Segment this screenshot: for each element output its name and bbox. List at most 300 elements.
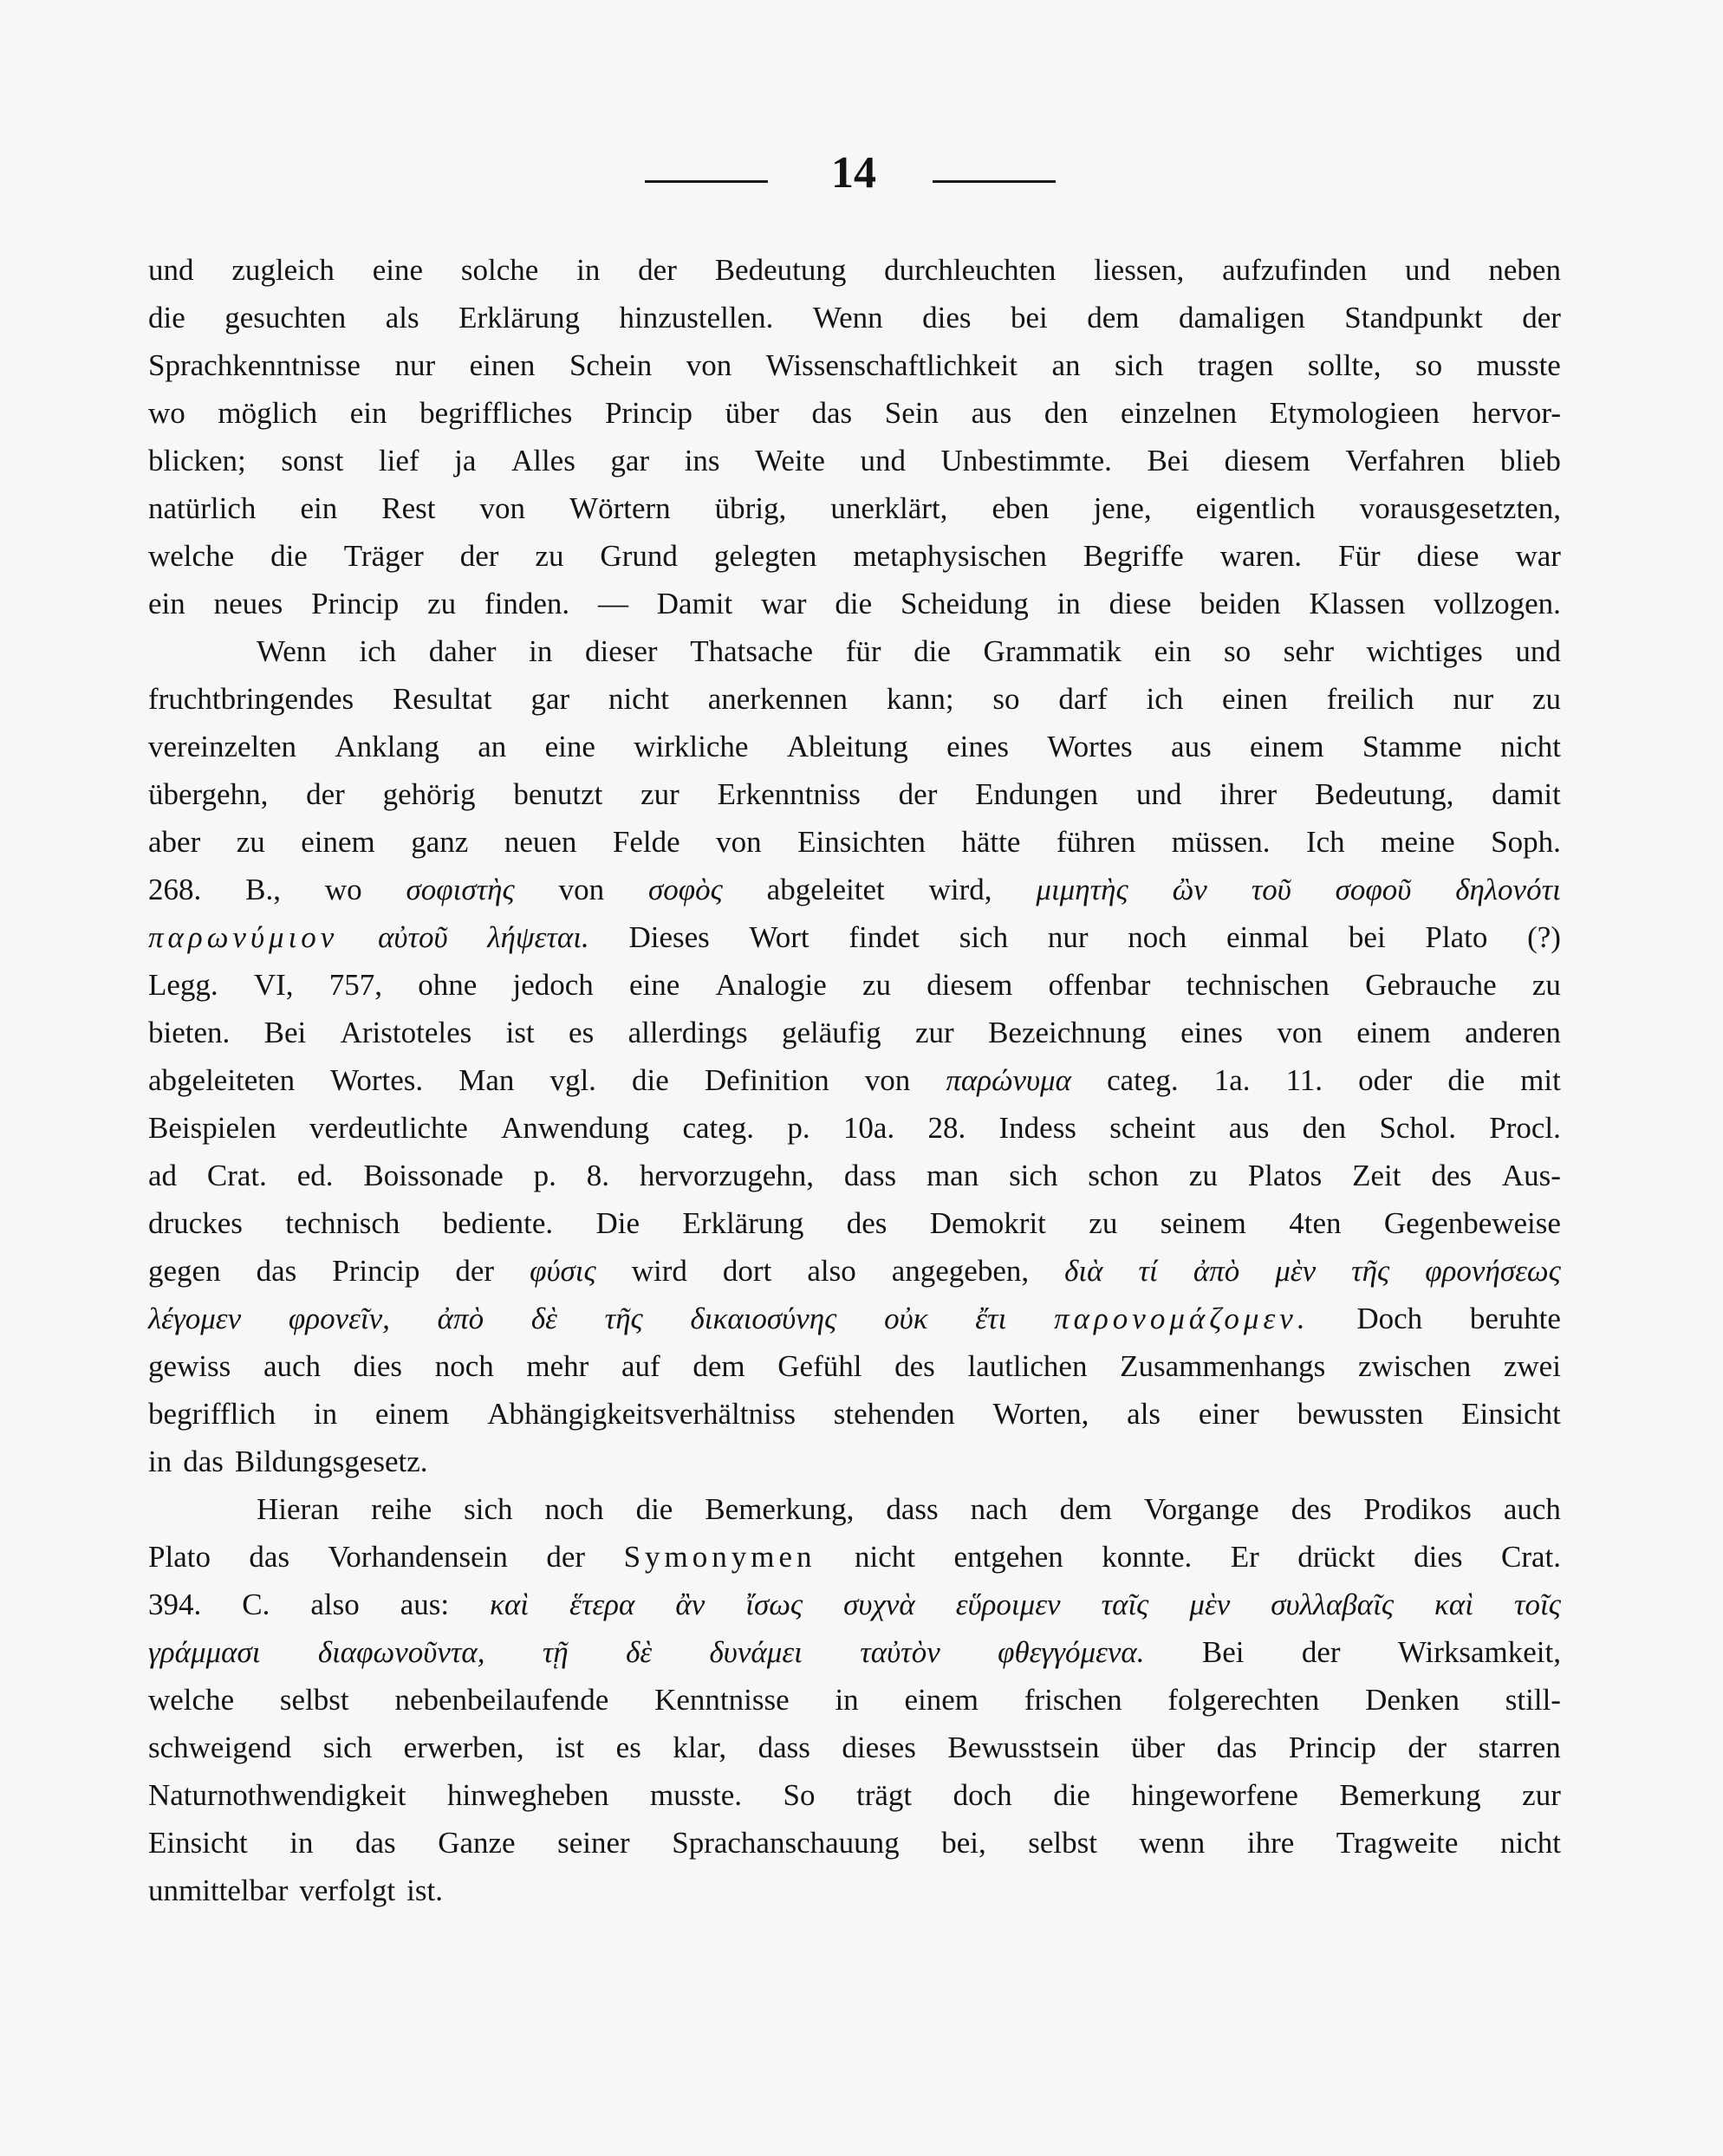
- word: ihre: [1246, 1826, 1295, 1860]
- word: müssen.: [1171, 825, 1271, 859]
- word: Aristoteles: [340, 1016, 472, 1049]
- greek-word: μιμητὴς: [1036, 873, 1128, 906]
- word: Denken: [1365, 1683, 1460, 1717]
- word: Wort: [749, 920, 809, 954]
- word: in: [1057, 587, 1081, 620]
- word: 268.: [148, 873, 202, 906]
- word: nebenbeilaufende: [394, 1683, 609, 1717]
- word: sich: [959, 920, 1009, 954]
- word: in: [576, 253, 601, 287]
- word: auf: [621, 1349, 660, 1383]
- word: zwei: [1503, 1349, 1561, 1383]
- word: Aus-: [1501, 1159, 1561, 1192]
- body-text: [148, 246, 1561, 1914]
- word: starren: [1478, 1731, 1561, 1764]
- word: übrig,: [714, 491, 787, 525]
- word: des: [1291, 1492, 1332, 1526]
- word: benutzt: [513, 777, 603, 811]
- word: nicht: [1499, 730, 1561, 763]
- word: angegeben,: [891, 1254, 1030, 1288]
- text-line: [148, 1819, 1561, 1867]
- word: über: [1130, 1731, 1186, 1764]
- word: blicken;: [148, 444, 246, 477]
- word: ad: [148, 1159, 178, 1192]
- word: Bildungsgesetz.: [234, 1445, 428, 1478]
- word: Princip: [332, 1254, 420, 1288]
- word: entgehen: [953, 1540, 1063, 1574]
- word: ein: [300, 491, 338, 525]
- word: aus: [1171, 730, 1212, 763]
- word: hingeworfene: [1131, 1778, 1298, 1812]
- word: so: [992, 682, 1020, 716]
- word: Begriffe: [1083, 539, 1184, 573]
- word: seinem: [1160, 1206, 1246, 1240]
- word: Erklärung: [682, 1206, 804, 1240]
- word: zur: [640, 777, 679, 811]
- word: Bemerkung: [1339, 1778, 1481, 1812]
- word: noch: [544, 1492, 604, 1526]
- word: selbst: [279, 1683, 349, 1717]
- word: 4ten: [1289, 1206, 1342, 1240]
- word: begriffliches: [419, 396, 573, 430]
- word: der: [459, 539, 499, 573]
- word: Princip: [604, 396, 693, 430]
- word: hervor-: [1472, 396, 1561, 430]
- text-line: [148, 1056, 1561, 1104]
- word: dass: [886, 1492, 939, 1526]
- word: Sprachkenntnisse: [148, 348, 361, 382]
- word: zu: [236, 825, 265, 859]
- greek-word: παρονομάζομεν.: [1054, 1302, 1310, 1335]
- word: lief: [378, 444, 419, 477]
- word: die: [835, 587, 873, 620]
- word: diesem: [927, 968, 1013, 1002]
- word: tragen: [1197, 348, 1274, 382]
- word: C.: [242, 1588, 270, 1621]
- word: bewussten: [1297, 1397, 1424, 1431]
- word: 757,: [328, 968, 383, 1002]
- word: Indess: [998, 1111, 1076, 1145]
- word: solche: [460, 253, 539, 287]
- word: Er: [1230, 1540, 1259, 1574]
- text-line: [148, 1867, 1561, 1914]
- word: Wortes.: [330, 1063, 424, 1097]
- greek-word: συλλαβαῖς: [1271, 1588, 1395, 1621]
- word: technisch: [285, 1206, 400, 1240]
- word: die: [270, 539, 308, 573]
- word: 394.: [148, 1588, 202, 1621]
- word: dem: [1087, 301, 1140, 334]
- word: Bei: [263, 1016, 307, 1049]
- word: Gefühl: [777, 1349, 862, 1383]
- greek-word: καὶ: [490, 1588, 530, 1621]
- word: in: [313, 1397, 338, 1431]
- word: ganz: [411, 825, 469, 859]
- word: 11.: [1285, 1063, 1323, 1097]
- word: Wissenschaftlichkeit: [765, 348, 1018, 382]
- word: mit: [1520, 1063, 1561, 1097]
- word: aus:: [400, 1588, 450, 1621]
- text-line: [148, 1009, 1561, 1056]
- word: offenbar: [1048, 968, 1151, 1002]
- word: ich: [359, 634, 397, 668]
- word: Wirksamkeit,: [1397, 1635, 1561, 1669]
- word: einen: [469, 348, 536, 382]
- word: Naturnothwendigkeit: [148, 1778, 406, 1812]
- word: von: [686, 348, 732, 382]
- greek-word: παρώνυμα: [946, 1063, 1071, 1097]
- word: die: [914, 634, 951, 668]
- word: für: [845, 634, 881, 668]
- word: Einsicht: [1461, 1397, 1561, 1431]
- word: findet: [848, 920, 920, 954]
- word: nur: [1453, 682, 1494, 716]
- word: dem: [1059, 1492, 1112, 1526]
- word: So: [783, 1778, 816, 1812]
- word: Princip: [311, 587, 400, 620]
- word: hinzustellen.: [619, 301, 774, 334]
- word: finden.: [484, 587, 570, 620]
- word: das: [355, 1826, 396, 1860]
- word: Die: [595, 1206, 640, 1240]
- word: reihe: [371, 1492, 432, 1526]
- word: zu: [1188, 1159, 1218, 1192]
- word: 10a.: [842, 1111, 895, 1145]
- word: führen: [1056, 825, 1136, 859]
- word: Abhängigkeitsverhältniss: [487, 1397, 796, 1431]
- word: abgeleitet: [766, 873, 885, 906]
- word: noch: [434, 1349, 494, 1383]
- word: Für: [1338, 539, 1381, 573]
- greek-word: ἀπὸ: [1193, 1254, 1240, 1288]
- word: wird,: [928, 873, 992, 906]
- word: doch: [953, 1778, 1012, 1812]
- word: einen: [1222, 682, 1288, 716]
- greek-word: ἔτι: [975, 1302, 1007, 1335]
- word: Symonymen: [623, 1540, 816, 1574]
- word: diesem: [1224, 444, 1310, 477]
- greek-word: τί: [1138, 1254, 1158, 1288]
- text-line: [148, 1724, 1561, 1771]
- greek-word: διὰ: [1064, 1254, 1103, 1288]
- greek-word: λήψεται.: [487, 920, 589, 954]
- greek-word: οὐκ: [884, 1302, 928, 1335]
- word: dies: [1414, 1540, 1463, 1574]
- word: aber: [148, 825, 201, 859]
- word: der: [1408, 1731, 1447, 1764]
- word: Analogie: [715, 968, 827, 1002]
- word: von: [558, 873, 605, 906]
- word: und: [1515, 634, 1561, 668]
- word: VI,: [253, 968, 294, 1002]
- word: Bei: [1201, 1635, 1245, 1669]
- word: Sprachanschauung: [672, 1826, 900, 1860]
- word: zur: [1522, 1778, 1561, 1812]
- word: durchleuchten: [884, 253, 1057, 287]
- word: in: [835, 1683, 859, 1717]
- word: dieses: [842, 1731, 916, 1764]
- word: wird: [631, 1254, 687, 1288]
- word: unerklärt,: [830, 491, 948, 525]
- text-line: [148, 532, 1561, 580]
- word: das: [183, 1445, 224, 1478]
- word: also: [310, 1588, 360, 1621]
- greek-word: εὕροιμεν: [955, 1588, 1061, 1621]
- word: ohne: [418, 968, 478, 1002]
- word: einem: [904, 1683, 979, 1717]
- word: die: [635, 1492, 673, 1526]
- word: zu: [1531, 682, 1561, 716]
- word: ins: [684, 444, 720, 477]
- word: 8.: [586, 1159, 609, 1192]
- word: sehr: [1283, 634, 1335, 668]
- word: folgerechten: [1167, 1683, 1320, 1717]
- word: B.,: [245, 873, 281, 906]
- word: Stamme: [1362, 730, 1462, 763]
- word: druckes: [148, 1206, 243, 1240]
- word: Hieran: [257, 1492, 340, 1526]
- word: vollzogen.: [1434, 587, 1561, 620]
- text-line: [148, 294, 1561, 341]
- text-line: [148, 1485, 1561, 1533]
- word: Demokrit: [929, 1206, 1046, 1240]
- word: Dieses: [628, 920, 710, 954]
- word: —: [597, 587, 628, 620]
- word: war: [1515, 539, 1561, 573]
- word: natürlich: [148, 491, 257, 525]
- word: eben: [992, 491, 1050, 525]
- word: und: [1135, 777, 1182, 811]
- word: Endungen: [975, 777, 1099, 811]
- text-line: [148, 961, 1561, 1009]
- word: beiden: [1200, 587, 1281, 620]
- word: Wenn: [257, 634, 327, 668]
- header-rule-right: [933, 180, 1056, 183]
- word: Man: [458, 1063, 515, 1097]
- word: selbst: [1028, 1826, 1097, 1860]
- word: hätte: [961, 825, 1021, 859]
- word: p.: [787, 1111, 810, 1145]
- word: Princip: [1288, 1731, 1376, 1764]
- word: Anwendung: [501, 1111, 650, 1145]
- word: verdeutlichte: [309, 1111, 468, 1145]
- word: Worten,: [992, 1397, 1089, 1431]
- word: einem: [1250, 730, 1324, 763]
- word: bei: [1011, 301, 1048, 334]
- word: Grammatik: [983, 634, 1122, 668]
- word: bieten.: [148, 1016, 231, 1049]
- word: zu: [862, 968, 892, 1002]
- word: Damit: [656, 587, 733, 620]
- word: ein: [148, 587, 185, 620]
- word: Weite: [755, 444, 825, 477]
- word: als: [385, 301, 419, 334]
- word: jedoch: [512, 968, 594, 1002]
- word: die: [1053, 1778, 1090, 1812]
- word: eines: [1180, 1016, 1244, 1049]
- word: drückt: [1297, 1540, 1375, 1574]
- word: technischen: [1186, 968, 1330, 1002]
- word: Schein: [569, 348, 653, 382]
- word: p.: [533, 1159, 556, 1192]
- word: neuen: [504, 825, 577, 859]
- word: Anklang: [335, 730, 439, 763]
- word: musste.: [650, 1778, 743, 1812]
- word: dies: [353, 1349, 403, 1383]
- word: geläufig: [781, 1016, 881, 1049]
- word: eine: [372, 253, 424, 287]
- word: ist: [556, 1731, 585, 1764]
- word: der: [898, 777, 938, 811]
- greek-word: ταῖς: [1101, 1588, 1149, 1621]
- word: über: [725, 396, 779, 430]
- word: eine: [628, 968, 680, 1002]
- word: 1a.: [1213, 1063, 1251, 1097]
- word: Bewusstsein: [947, 1731, 1100, 1764]
- word: nicht: [854, 1540, 915, 1574]
- greek-word: λέγομεν: [148, 1302, 242, 1335]
- word: Sein: [884, 396, 939, 430]
- word: eigentlich: [1195, 491, 1316, 525]
- text-line: [148, 1533, 1561, 1581]
- word: Bezeichnung: [988, 1016, 1147, 1049]
- text-line: [148, 484, 1561, 532]
- greek-word: δὲ: [530, 1302, 557, 1335]
- text-line: [148, 1771, 1561, 1819]
- word: das: [1216, 1731, 1258, 1764]
- word: der: [1522, 301, 1561, 334]
- word: Wortes: [1047, 730, 1133, 763]
- word: sollte,: [1307, 348, 1382, 382]
- word: den: [1302, 1111, 1347, 1145]
- text-line: [148, 627, 1561, 675]
- word: sich: [464, 1492, 513, 1526]
- word: Boissonade: [363, 1159, 504, 1192]
- word: aufzufinden: [1222, 253, 1368, 287]
- text-line: [148, 580, 1561, 627]
- word: sich: [1009, 1159, 1058, 1192]
- greek-word: φρονεῖν,: [288, 1302, 390, 1335]
- word: sonst: [281, 444, 344, 477]
- greek-word: καὶ: [1434, 1588, 1473, 1621]
- page-number: 14: [831, 148, 876, 198]
- word: ich: [1146, 682, 1184, 716]
- word: Felde: [612, 825, 680, 859]
- word: schweigend: [148, 1731, 292, 1764]
- word: zu: [1089, 1206, 1118, 1240]
- text-line: [148, 1390, 1561, 1438]
- word: zwischen: [1357, 1349, 1472, 1383]
- word: abgeleiteten: [148, 1063, 296, 1097]
- word: neues: [213, 587, 283, 620]
- greek-word: ἂν: [675, 1588, 705, 1621]
- word: Wenn: [812, 301, 883, 334]
- text-line: [148, 246, 1561, 294]
- word: also: [807, 1254, 856, 1288]
- word: ja: [454, 444, 477, 477]
- word: Etymologieen: [1269, 396, 1440, 430]
- text-line: [148, 1247, 1561, 1295]
- greek-word: ἀπὸ: [437, 1302, 484, 1335]
- text-line: [148, 1295, 1561, 1342]
- word: in: [529, 634, 553, 668]
- word: der: [306, 777, 345, 811]
- word: von: [479, 491, 525, 525]
- greek-word: τοῖς: [1513, 1588, 1561, 1621]
- word: sich: [1115, 348, 1164, 382]
- word: zugleich: [231, 253, 335, 287]
- word: Wörtern: [569, 491, 671, 525]
- word: den: [1044, 396, 1089, 430]
- word: zu: [1531, 968, 1561, 1002]
- greek-word: δηλονότι: [1455, 873, 1561, 906]
- word: beruhte: [1469, 1302, 1561, 1335]
- header-rule-left: [645, 180, 768, 183]
- greek-word: διαφωνοῦντα,: [317, 1635, 485, 1669]
- word: des: [894, 1349, 935, 1383]
- text-line: [148, 1628, 1561, 1676]
- word: vereinzelten: [148, 730, 297, 763]
- word: Kenntnisse: [654, 1683, 790, 1717]
- word: einer: [1198, 1397, 1259, 1431]
- word: Bedeutung,: [1314, 777, 1454, 811]
- word: Träger: [343, 539, 424, 573]
- word: ein: [1154, 634, 1192, 668]
- word: kann;: [886, 682, 954, 716]
- text-line: [148, 341, 1561, 389]
- word: übergehn,: [148, 777, 269, 811]
- word: dass: [757, 1731, 810, 1764]
- greek-word: αὐτοῦ: [378, 920, 448, 954]
- word: Legg.: [148, 968, 218, 1002]
- word: der: [1301, 1635, 1341, 1669]
- word: anderen: [1465, 1016, 1561, 1049]
- word: eine: [544, 730, 595, 763]
- word: von: [716, 825, 762, 859]
- word: bei: [1348, 920, 1386, 954]
- page-header: [0, 147, 1723, 199]
- text-line: [148, 1199, 1561, 1247]
- word: dieser: [585, 634, 658, 668]
- word: der: [455, 1254, 495, 1288]
- word: zu: [427, 587, 457, 620]
- text-line: [148, 389, 1561, 437]
- word: Ich: [1305, 825, 1345, 859]
- word: die: [1447, 1063, 1486, 1097]
- word: schon: [1088, 1159, 1159, 1192]
- word: vgl.: [549, 1063, 596, 1097]
- word: ein: [349, 396, 387, 430]
- text-line: [148, 1438, 1561, 1485]
- word: Crat.: [1500, 1540, 1561, 1574]
- word: man: [926, 1159, 979, 1192]
- word: von: [864, 1063, 911, 1097]
- word: gegen: [148, 1254, 221, 1288]
- word: bei,: [941, 1826, 986, 1860]
- word: nur: [394, 348, 436, 382]
- word: Ganze: [438, 1826, 516, 1860]
- word: wo: [148, 396, 185, 430]
- word: in: [289, 1826, 314, 1860]
- greek-word: γράμμασι: [148, 1635, 261, 1669]
- word: ist.: [406, 1874, 443, 1907]
- word: oder: [1358, 1063, 1413, 1097]
- greek-word: δικαιοσύνης: [690, 1302, 837, 1335]
- word: dort: [722, 1254, 772, 1288]
- text-line: [148, 437, 1561, 484]
- word: in: [148, 1445, 172, 1478]
- text-line: [148, 1676, 1561, 1724]
